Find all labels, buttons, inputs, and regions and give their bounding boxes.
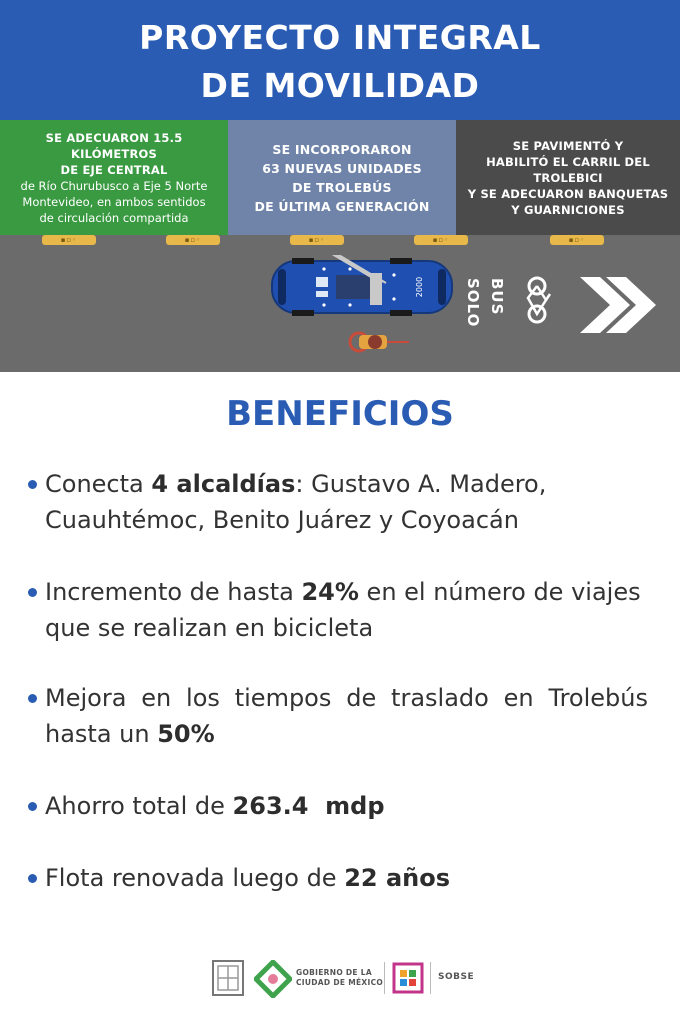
cdmx-logo-icon bbox=[254, 960, 292, 998]
benefit-highlight: 263.4 mdp bbox=[232, 792, 385, 820]
benefit-item bbox=[28, 574, 648, 646]
panel-green-line-4: Montevideo, en ambos sentidos bbox=[22, 194, 206, 209]
sobse-logo-icon bbox=[392, 962, 424, 994]
panel-blue-line-3: DE TROLEBÚS bbox=[292, 179, 392, 195]
lane-marker: ▪▫◦ bbox=[290, 235, 344, 245]
lane-marker: ▪▫◦ bbox=[550, 235, 604, 245]
benefit-item bbox=[28, 466, 648, 538]
benefit-text: Conecta bbox=[45, 470, 152, 498]
bullet-dot-icon bbox=[28, 588, 37, 597]
lane-marker: ▪▫◦ bbox=[42, 235, 96, 245]
panel-grey-line-4: Y GUARNICIONES bbox=[511, 202, 625, 217]
footer-divider bbox=[384, 962, 385, 994]
benefit-text: Mejora en los tiempos de traslado en Trolebús hasta un bbox=[45, 684, 648, 748]
panel-green-line-3: de Río Churubusco a Eje 5 Norte bbox=[20, 178, 208, 193]
bullet-dot-icon bbox=[28, 874, 37, 883]
benefit-highlight: 50% bbox=[157, 720, 215, 748]
panel-new-units bbox=[228, 120, 456, 235]
panel-green-bold-2: DE EJE CENTRAL bbox=[60, 162, 168, 177]
title-line-2: DE MOVILIDAD bbox=[200, 66, 480, 105]
bus-number: 2000 bbox=[415, 276, 424, 298]
benefit-item bbox=[28, 680, 648, 752]
direction-chevrons-icon bbox=[580, 275, 660, 335]
benefit-highlight: 4 alcaldías bbox=[151, 470, 296, 498]
benefit-highlight: 24% bbox=[301, 578, 359, 606]
benefit-text: : Gustavo A. Madero, Cuauhtémoc, Benito Juárez y Coyoacán bbox=[45, 470, 547, 534]
panel-grey-line-2: HABILITÓ EL CARRIL DEL TROLEBICI bbox=[486, 154, 650, 185]
cyclist-icon bbox=[345, 327, 413, 357]
lane-word-solo: SOLO bbox=[464, 278, 482, 328]
panel-grey-line-3: Y SE ADECUARON BANQUETAS bbox=[467, 186, 669, 201]
panel-green-bold-1: SE ADECUARON 15.5 KILÓMETROS bbox=[45, 130, 183, 161]
panel-eje-central bbox=[0, 120, 228, 235]
header-banner bbox=[0, 0, 680, 120]
footer-divider bbox=[430, 962, 431, 994]
footer-logos bbox=[0, 958, 680, 1000]
bullet-dot-icon bbox=[28, 480, 37, 489]
benefit-text: en el número de viajes que se realizan en bicicleta bbox=[45, 578, 641, 642]
lane-marker: ▪▫◦ bbox=[414, 235, 468, 245]
bicycle-icon bbox=[520, 276, 554, 324]
lane-word-bus: BUS bbox=[488, 278, 506, 316]
benefit-item bbox=[28, 860, 648, 896]
gov-line-1: GOBIERNO DE LA bbox=[296, 968, 372, 977]
benefit-text: Flota renovada luego de bbox=[45, 864, 345, 892]
bullet-dot-icon bbox=[28, 694, 37, 703]
panel-blue-line-1: SE INCORPORARON bbox=[272, 141, 412, 157]
lane-marker: ▪▫◦ bbox=[166, 235, 220, 245]
cdmx-coat-of-arms-icon bbox=[212, 960, 244, 996]
bus-solo-lane-text bbox=[463, 278, 519, 328]
panel-green-line-5: de circulación compartida bbox=[39, 210, 189, 225]
benefit-highlight: 22 años bbox=[344, 864, 451, 892]
gov-line-2: CIUDAD DE MÉXICO bbox=[296, 978, 384, 987]
title-line-1: PROYECTO INTEGRAL bbox=[139, 18, 541, 57]
benefits-title: BENEFICIOS bbox=[226, 394, 454, 434]
bullet-dot-icon bbox=[28, 802, 37, 811]
government-name bbox=[296, 968, 383, 988]
agency-name: SOBSE bbox=[438, 972, 475, 982]
panel-blue-line-4: DE ÚLTIMA GENERACIÓN bbox=[254, 198, 430, 214]
trolleybus-icon bbox=[270, 255, 456, 319]
benefit-text: Ahorro total de bbox=[45, 792, 233, 820]
panel-trolebici bbox=[456, 120, 680, 235]
benefit-text: Incremento de hasta bbox=[45, 578, 302, 606]
benefit-item bbox=[28, 788, 648, 824]
panel-blue-line-2: 63 NUEVAS UNIDADES bbox=[262, 160, 422, 176]
panel-grey-line-1: SE PAVIMENTÓ Y bbox=[512, 138, 624, 153]
page-title bbox=[0, 14, 680, 110]
